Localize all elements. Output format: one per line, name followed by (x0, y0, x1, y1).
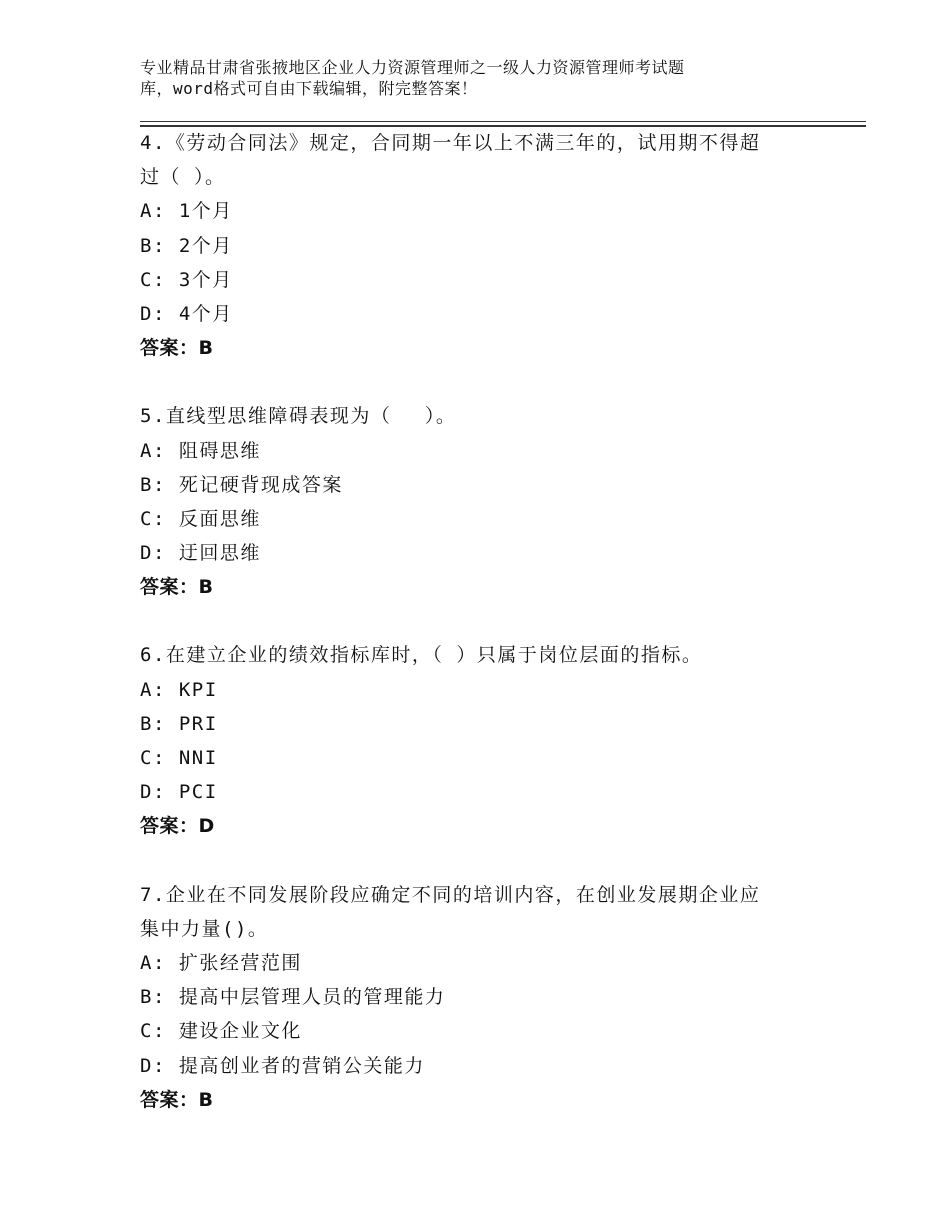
option-a: A: KPI (140, 678, 218, 701)
option-b: B: 2个月 (140, 234, 233, 257)
question-stem: 6.在建立企业的绩效指标库时，（ ）只属于岗位层面的指标。 (140, 644, 703, 667)
option-d: D: 4个月 (140, 302, 233, 325)
question-stem: 5.直线型思维障碍表现为（ ）。 (140, 405, 457, 428)
option-c: C: 建设企业文化 (140, 1020, 302, 1043)
option-d: D: 迂回思维 (140, 542, 261, 565)
question-stem-continued: 集中力量()。 (140, 917, 269, 940)
header-title-line-2: 库，word格式可自由下载编辑，附完整答案！ (140, 79, 478, 98)
option-c: C: NNI (140, 747, 218, 769)
question-6 (140, 638, 820, 843)
document-header (140, 57, 800, 99)
question-stem-continued: 过（ ）。 (140, 166, 226, 189)
option-a: A: 阻碍思维 (140, 439, 261, 462)
option-b: B: 提高中层管理人员的管理能力 (140, 986, 446, 1009)
question-list (140, 126, 820, 1117)
option-b: B: PRI (140, 712, 218, 735)
header-title-line-1: 专业精品甘肃省张掖地区企业人力资源管理师之一级人力资源管理师考试题 (140, 58, 685, 77)
option-d: D: 提高创业者的营销公关能力 (140, 1054, 425, 1077)
option-a: A: 扩张经营范围 (140, 951, 302, 974)
option-c: C: 3个月 (140, 268, 233, 291)
header-divider-thin (140, 121, 866, 122)
option-c: C: 反面思维 (140, 507, 261, 530)
question-5 (140, 399, 820, 604)
option-a: A: 1个月 (140, 200, 233, 223)
question-4 (140, 126, 820, 365)
answer-label: 答案：B (140, 576, 214, 599)
answer-label: 答案：B (140, 1088, 214, 1111)
question-stem: 4.《劳动合同法》规定，合同期一年以上不满三年的，试用期不得超 (140, 132, 761, 154)
option-d: D: PCI (140, 781, 218, 804)
option-b: B: 死记硬背现成答案 (140, 473, 343, 496)
answer-label: 答案：B (140, 337, 214, 360)
answer-label: 答案：D (140, 815, 215, 838)
question-7 (140, 878, 820, 1117)
question-stem: 7.企业在不同发展阶段应确定不同的培训内容，在创业发展期企业应 (140, 883, 761, 906)
